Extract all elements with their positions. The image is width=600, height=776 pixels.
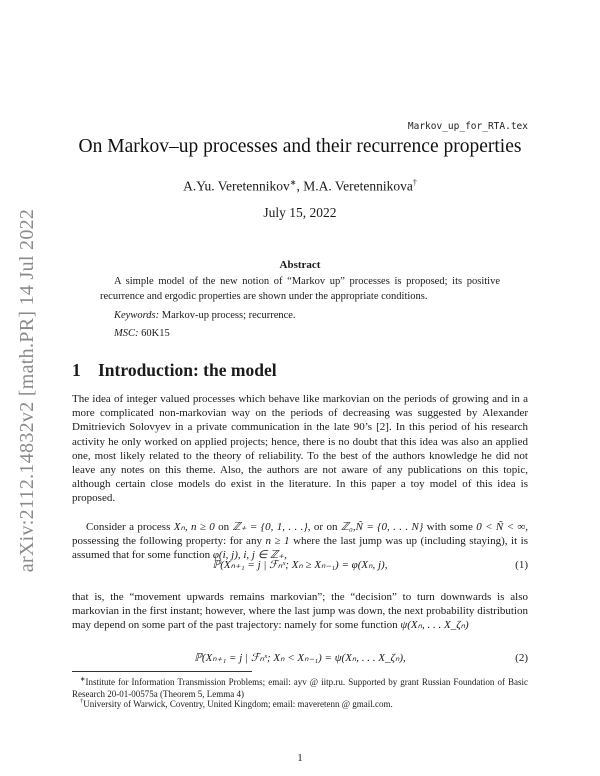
text-run: , or on (307, 521, 341, 533)
page-number: 1 (297, 752, 303, 764)
inline-math: φ(i, j), i, j ∈ ℤ₊ (212, 549, 285, 562)
footnote-mark-1[interactable]: ∗ (289, 178, 297, 187)
inline-math: Xₙ, n ≥ 0 (173, 521, 215, 533)
equation-1-tag: (1) (515, 559, 528, 571)
inline-math: ℤ₊ = {0, 1, . . .} (232, 521, 308, 533)
arxiv-identifier: arXiv:2112.14832v2 [math.PR] 14 Jul 2022 (16, 208, 39, 572)
abstract-heading: Abstract (279, 259, 321, 271)
equation-2-tag: (2) (515, 652, 528, 664)
paper-title: On Markov–up processes and their recurrence properties (78, 136, 522, 157)
inline-math: ℤ₀,Ñ = {0, . . . N} (340, 521, 424, 533)
section-heading (72, 360, 277, 381)
text-run: Consider a process (86, 521, 174, 533)
footnote-mark-2[interactable]: † (412, 178, 417, 187)
keywords-label: Keywords: (114, 310, 160, 321)
paper-date: July 15, 2022 (263, 205, 337, 220)
text-run: that is, the “movement upwards remains markovian”; the “decision” to turn downwards is also markovian in the first instant; however, where the last jump was down, the next probability distribution may depend on some part of the past trajectory: namely for some function (72, 591, 528, 632)
msc-label: MSC: (114, 328, 139, 339)
footnote-rule (72, 671, 252, 672)
msc-line (114, 328, 170, 339)
equation-1-body: ℙ(Xₙ₊₁ = j | ℱₙˣ; Xₙ ≥ Xₙ₋₁) = φ(Xₙ, j), (212, 559, 388, 571)
inline-math: n ≥ 1 (265, 535, 290, 548)
text-run: where the last jump was up (including staying), it is assumed that for some function (72, 535, 528, 562)
keywords-value: Markov-up process; recurrence. (161, 310, 296, 321)
text-run: , possessing the following property: for any (72, 521, 529, 548)
section-number: 1 (72, 360, 81, 380)
author-name-first: A.Yu. Veretennikov (183, 178, 290, 194)
msc-value: 60K15 (141, 328, 170, 339)
section-title: Introduction: the model (98, 360, 277, 380)
author-name-second: , M.A. Veretennikova (296, 178, 413, 194)
equation-2-body: ℙ(Xₙ₊₁ = j | ℱₙˣ; Xₙ < Xₙ₋₁) = ψ(Xₙ, . . . X_ζₙ), (194, 652, 406, 664)
footnote-2 (72, 696, 528, 710)
footnote-2-text: University of Warwick, Coventry, United Kingdom; email: maveretenn @ gmail.com. (83, 699, 393, 709)
arxiv-sidebar (8, 190, 48, 590)
intro-paragraph-1: The idea of integer valued processes which behave like markovian on the periods of growing and in a more complicated non-markovian way on the periods of decreasing was suggested by Alexander Dmitrievich Solovyev in a private communication in the late 90’s [2]. In this period of his research activity he only worked on applied projects; hence, there is no doubt that this idea was also an applied one, most likely related to the theory of reliability. To the best of the authors knowledge he did not leave any notes on this theme. Also, the authors are not aware of any publications on this topic, although certain close models do exist in the literature. In this paper a toy model of this idea is proposed. (72, 393, 528, 505)
keywords-line (114, 310, 296, 321)
equation-1 (72, 557, 528, 573)
text-run: on (214, 521, 233, 533)
inline-math: ψ(Xₙ, . . . X_ζₙ) (400, 619, 469, 632)
text-run: with some (423, 521, 477, 533)
author-line (0, 178, 600, 195)
text-run: , (284, 549, 287, 562)
footnote-2-mark: † (80, 698, 84, 705)
footnote-1-text: Institute for Information Transmission Problems; email: ayv @ iitp.ru. Supported by grant Russian Foundation of Basic Research 20-01-00575a (Theorem 5, Lemma 4) (72, 677, 528, 699)
intro-paragraph-3 (72, 590, 528, 633)
footnote-1-mark: ∗ (80, 676, 86, 683)
source-filename: Markov_up_for_RTA.tex (407, 121, 528, 132)
equation-2 (72, 650, 528, 666)
abstract-text: A simple model of the new notion of “Markov up” processes is proposed; its positive recurrence and ergodic properties are shown under the appropriate conditions. (100, 276, 500, 302)
inline-math: 0 < Ñ < ∞ (476, 521, 526, 533)
